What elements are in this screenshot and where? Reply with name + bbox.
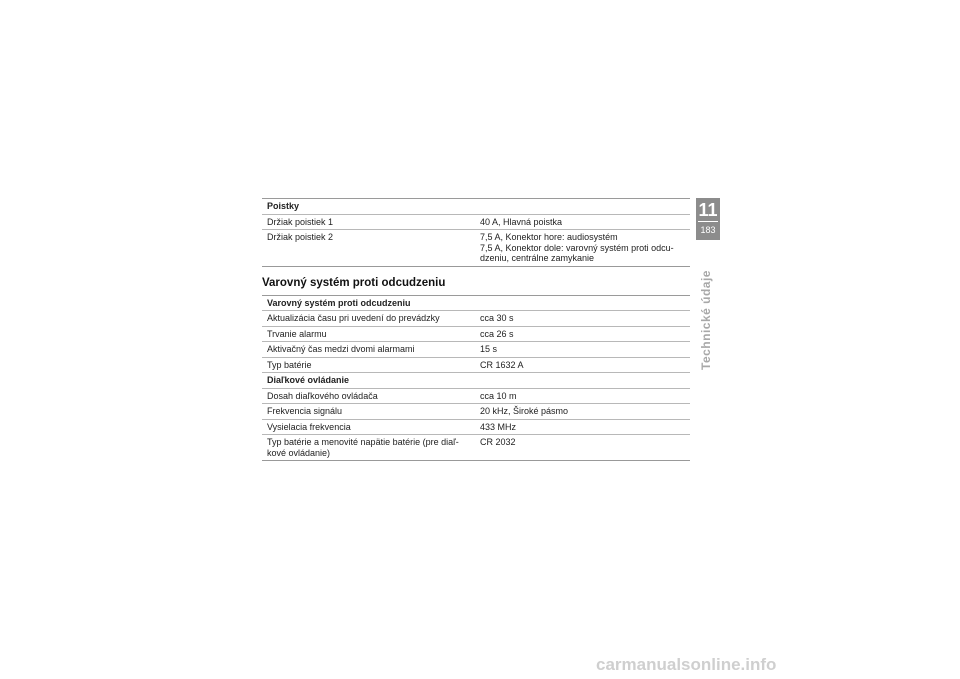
row-value: 40 A, Hlavná poistka bbox=[475, 214, 690, 230]
page-content bbox=[262, 198, 690, 461]
chapter-title: Technické údaje bbox=[699, 270, 713, 370]
fuses-table bbox=[262, 198, 690, 267]
table-row bbox=[262, 214, 690, 230]
row-label: Typ batérie a menovité napätie batérie (pre diaľ- kové ovládanie) bbox=[262, 435, 475, 461]
row-value: cca 26 s bbox=[475, 326, 690, 342]
remote-table-header bbox=[262, 373, 690, 389]
table-row bbox=[262, 404, 690, 420]
table-row bbox=[262, 388, 690, 404]
table-row bbox=[262, 230, 690, 267]
watermark: carmanualsonline.info bbox=[596, 655, 777, 674]
chapter-divider bbox=[698, 221, 718, 222]
row-label: Držiak poistiek 1 bbox=[262, 214, 475, 230]
table-row bbox=[262, 342, 690, 358]
row-label: Aktivačný čas medzi dvomi alarmami bbox=[262, 342, 475, 358]
table-row bbox=[262, 435, 690, 461]
row-value: cca 10 m bbox=[475, 388, 690, 404]
row-value: CR 1632 A bbox=[475, 357, 690, 373]
row-label: Typ batérie bbox=[262, 357, 475, 373]
row-label: Trvanie alarmu bbox=[262, 326, 475, 342]
table-row bbox=[262, 326, 690, 342]
table-row bbox=[262, 419, 690, 435]
remote-header: Diaľkové ovládanie bbox=[262, 373, 690, 389]
row-label: Držiak poistiek 2 bbox=[262, 230, 475, 267]
row-label: Aktualizácia času pri uvedení do prevádzky bbox=[262, 311, 475, 327]
row-value: 433 MHz bbox=[475, 419, 690, 435]
row-value: CR 2032 bbox=[475, 435, 690, 461]
row-value: 20 kHz, Široké pásmo bbox=[475, 404, 690, 420]
fuses-header: Poistky bbox=[262, 199, 690, 215]
table-row bbox=[262, 357, 690, 373]
alarm-table bbox=[262, 295, 690, 462]
row-label: Dosah diaľkového ovládača bbox=[262, 388, 475, 404]
table-row bbox=[262, 311, 690, 327]
alarm-table-header bbox=[262, 295, 690, 311]
chapter-tab bbox=[696, 198, 720, 240]
row-label: Vysielacia frekvencia bbox=[262, 419, 475, 435]
fuses-table-header bbox=[262, 199, 690, 215]
page-number: 183 bbox=[700, 225, 716, 235]
alarm-header: Varovný systém proti odcudzeniu bbox=[262, 295, 690, 311]
row-label: Frekvencia signálu bbox=[262, 404, 475, 420]
row-value: 7,5 A, Konektor hore: audiosystém 7,5 A, Konektor dole: varovný systém proti odcu- dzeniu, centrálne zamykanie bbox=[475, 230, 690, 267]
row-value: 15 s bbox=[475, 342, 690, 358]
chapter-number: 11 bbox=[698, 200, 718, 220]
section-title: Varovný systém proti odcudzeniu bbox=[262, 276, 446, 289]
row-value: cca 30 s bbox=[475, 311, 690, 327]
